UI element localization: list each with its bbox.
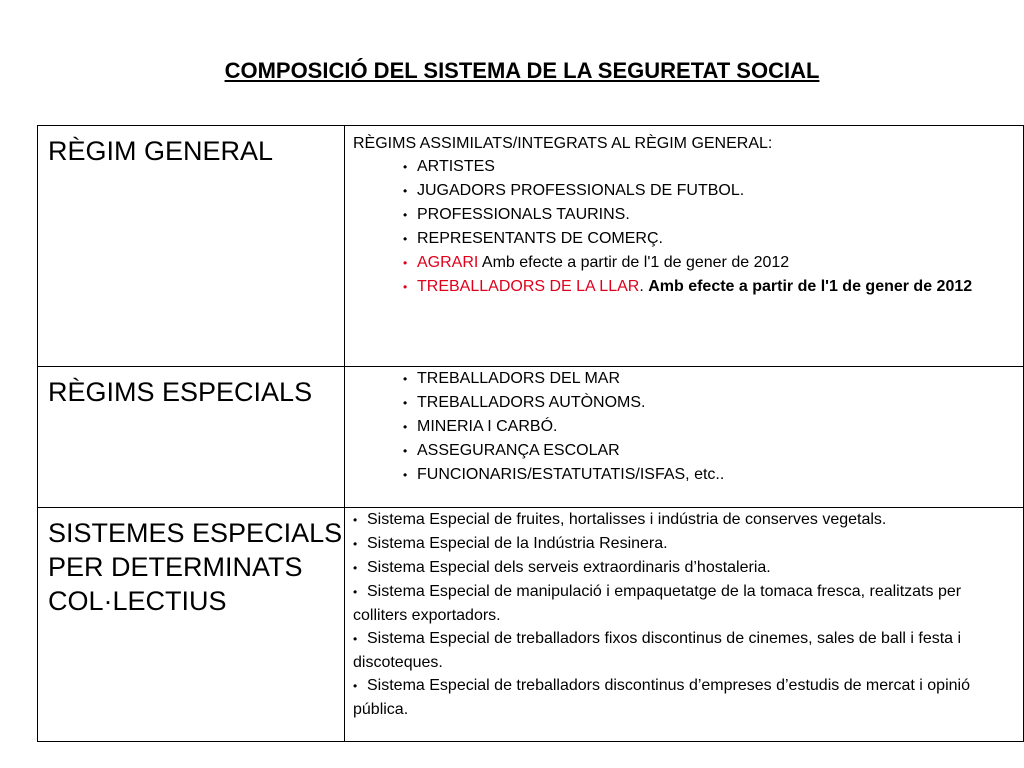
bullet-icon: • (403, 468, 408, 482)
list-item (403, 415, 1015, 439)
list-item-text: ARTISTES (417, 158, 495, 175)
list-item (353, 627, 1015, 674)
bullet-icon: • (403, 420, 408, 434)
list-item-text: TREBALLADORS AUTÒNOMS. (417, 394, 646, 411)
bullet-icon: • (403, 184, 408, 198)
bullet-icon: • (353, 513, 358, 527)
list-item-text: Sistema Especial de treballadors fixos discontinus de cinemes, sales de ball i festa i discoteques. (353, 630, 962, 671)
special-systems-list (345, 508, 1023, 721)
table-row-regim-general (38, 126, 1024, 367)
list-item (403, 227, 1015, 251)
list-item-text: JUGADORS PROFESSIONALS DE FUTBOL. (417, 182, 745, 199)
list-item (353, 674, 1015, 721)
list-item (353, 556, 1015, 580)
row-content-sistemes-especials (345, 508, 1024, 742)
row-label-regims-especials: RÈGIMS ESPECIALS (38, 367, 345, 508)
list-item-highlight: AGRARI (417, 254, 479, 271)
row-label-regim-general: RÈGIM GENERAL (38, 126, 345, 367)
assimilated-list (345, 155, 1023, 299)
list-item (403, 463, 1015, 487)
row-content-regim-general (345, 126, 1024, 367)
list-item-bold-text: Amb efecte a partir de l'1 de gener de 2012 (648, 278, 973, 295)
row-content-regims-especials (345, 367, 1024, 508)
bullet-icon: • (353, 585, 358, 599)
list-item-text: Sistema Especial de fruites, hortalisses i indústria de conserves vegetals. (367, 511, 887, 528)
bullet-icon: • (403, 160, 408, 174)
list-item-text: REPRESENTANTS DE COMERÇ. (417, 230, 663, 247)
bullet-icon: • (403, 208, 408, 222)
list-item-text: Sistema Especial dels serveis extraordinaris d’hostaleria. (367, 559, 771, 576)
list-item (403, 391, 1015, 415)
list-item-text: Sistema Especial de manipulació i empaquetatge de la tomaca fresca, realitzats per colliters exportadors. (353, 583, 962, 624)
list-item-text: TREBALLADORS DEL MAR (417, 370, 621, 387)
list-item-text: Sistema Especial de treballadors discontinus d’empreses d’estudis de mercat i opinió pública. (353, 677, 970, 718)
table-row-sistemes-especials (38, 508, 1024, 742)
list-item-text: MINERIA I CARBÓ. (417, 418, 558, 435)
list-item-text: ASSEGURANÇA ESCOLAR (417, 442, 620, 459)
bullet-icon: • (403, 372, 408, 386)
bullet-icon: • (403, 280, 408, 294)
list-item (353, 532, 1015, 556)
list-item (403, 367, 1015, 391)
bullet-icon: • (403, 444, 408, 458)
row-label-sistemes-especials: SISTEMES ESPECIALS PER DETERMINATS COL·LECTIUS (38, 508, 345, 742)
assimilated-heading: RÈGIMS ASSIMILATS/INTEGRATS AL RÈGIM GENERAL: (353, 135, 773, 152)
list-item-highlight: TREBALLADORS DE LA LLAR (417, 278, 640, 295)
regimes-table (37, 125, 1024, 742)
bullet-icon: • (353, 679, 358, 693)
bullet-icon: • (353, 537, 358, 551)
list-item (353, 580, 1015, 627)
bullet-icon: • (403, 396, 408, 410)
list-item-text: Amb efecte a partir de l'1 de gener de 2012 (478, 254, 790, 271)
list-item (403, 203, 1015, 227)
bullet-icon: • (353, 561, 358, 575)
table-row-regims-especials (38, 367, 1024, 508)
list-item-text: Sistema Especial de la Indústria Resinera. (367, 535, 668, 552)
special-regimes-list (345, 367, 1023, 487)
bullet-icon: • (403, 256, 408, 270)
list-item-text: PROFESSIONALS TAURINS. (417, 206, 630, 223)
list-item (403, 179, 1015, 203)
list-item (403, 251, 1015, 275)
list-item (403, 275, 1015, 299)
bullet-icon: • (403, 232, 408, 246)
list-item-text: FUNCIONARIS/ESTATUTATIS/ISFAS, etc.. (417, 466, 725, 483)
bullet-icon: • (353, 632, 358, 646)
list-item (403, 155, 1015, 179)
list-item (403, 439, 1015, 463)
page-title: COMPOSICIÓ DEL SISTEMA DE LA SEGURETAT SOCIAL (224, 58, 820, 83)
list-item (353, 508, 1015, 532)
list-item-text: . (639, 278, 649, 295)
